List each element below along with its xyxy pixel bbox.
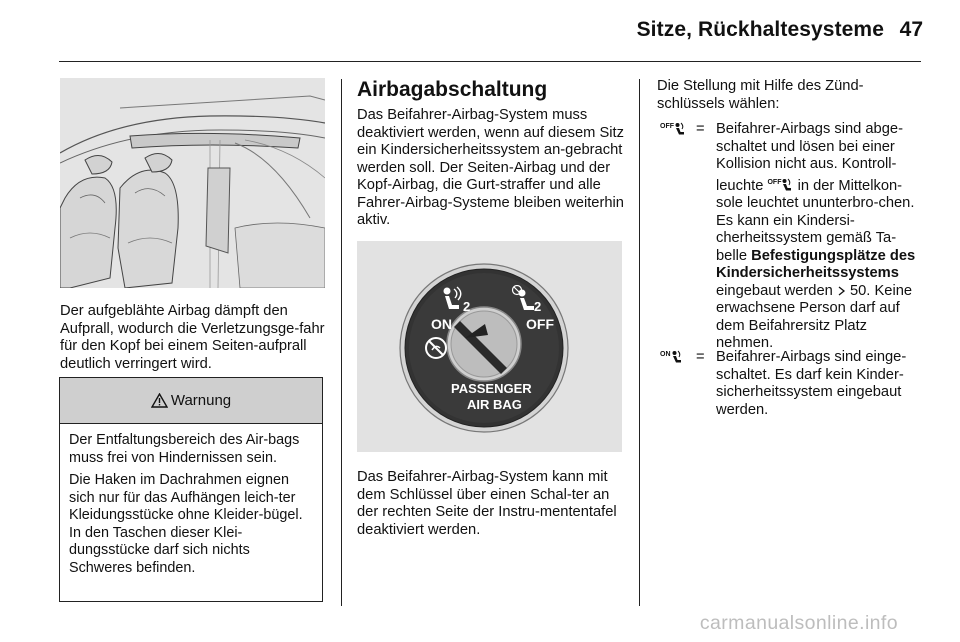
warning-title: Warnung bbox=[170, 392, 232, 409]
warning-header bbox=[60, 378, 322, 424]
warning-paragraph-2: Die Haken im Dachrahmen eignen sich nur für das Aufhängen leich-ter Kleidungsstücke ohne Kleider-bügel. In den Taschen dieser Klei-dungsstücke darf sich nichts Schweres befinden. bbox=[69, 472, 303, 576]
airbag-off-text-4: Keine erwachsene Person darf auf dem Beifahrersitz Platz nehmen. bbox=[716, 282, 913, 351]
inline-off-label: OFF bbox=[767, 178, 782, 186]
curtain-airbag-illustration bbox=[60, 78, 325, 288]
child-seat-table-reference[interactable]: Befestigungsplätze des Kindersicherheitssystems bbox=[716, 247, 916, 281]
watermark: carmanualsonline.info bbox=[699, 612, 898, 634]
warning-paragraph-1: Der Entfaltungsbereich des Air-bags muss frei von Hindernissen sein. bbox=[69, 432, 300, 466]
definition-airbag-on bbox=[657, 349, 927, 424]
page-header-title: Sitze, Rückhaltesysteme bbox=[636, 18, 884, 41]
caption-curtain-airbag: Der aufgeblähte Airbag dämpft den Aufprall, wodurch die Verletzungsge-fahr für den Kopf bei einem Seiten-aufprall deutlich verringert wird. bbox=[60, 303, 325, 372]
switch-label-on: ON bbox=[431, 316, 452, 332]
warning-triangle-icon bbox=[151, 393, 168, 408]
airbag-on-text: Beifahrer-Airbags sind einge-schaltet. Es darf kein Kinder-sicherheitssystem eingebaut werden. bbox=[716, 349, 907, 418]
page-reference-arrow-icon bbox=[837, 285, 846, 297]
passenger-airbag-icon bbox=[674, 122, 686, 136]
caption-airbag-switch: Das Beifahrer-Airbag-System kann mit dem Schlüssel über einen Schal-ter an der rechten Seite der Instru-mententafel deaktiviert werden. bbox=[357, 469, 617, 538]
warning-box bbox=[59, 377, 323, 602]
airbag-on-symbol-label: ON bbox=[660, 351, 671, 358]
airbag-on-description bbox=[716, 349, 924, 419]
page-reference-50[interactable]: 50. bbox=[849, 282, 871, 299]
airbag-off-symbol bbox=[660, 121, 688, 139]
right-column-intro: Die Stellung mit Hilfe des Zünd-schlüssels wählen: bbox=[657, 78, 864, 112]
switch-label-airbag: AIR BAG bbox=[467, 397, 522, 412]
warning-body bbox=[60, 424, 322, 577]
airbag-off-text-3: eingebaut werden bbox=[716, 282, 833, 299]
inline-passenger-airbag-icon bbox=[781, 178, 793, 192]
airbag-deactivation-intro: Das Beifahrer-Airbag-System muss deaktiviert werden, wenn auf diesem Sitz ein Kindersicherheitssystem an-gebracht werden soll. Der Seiten-Airbag und der Kopf-Airbag, die Gurt-straffer und alle Fahrer-Airbag-Systeme bleiben weiterhin aktiv. bbox=[357, 107, 624, 228]
airbag-switch-illustration bbox=[357, 241, 622, 452]
column-separator-right bbox=[639, 79, 640, 606]
equals-sign-on: = bbox=[696, 349, 705, 365]
equals-sign-off: = bbox=[696, 121, 705, 137]
switch-number-off: 2 bbox=[534, 299, 542, 314]
page-number: 47 bbox=[899, 18, 923, 41]
switch-label-off: OFF bbox=[526, 316, 554, 332]
airbag-off-text-2: in der Mittelkon-sole leuchtet ununterbro-chen. Es kann ein Kindersi-cherheitssystem gemäß Ta-belle bbox=[716, 177, 915, 264]
switch-label-passenger: PASSENGER bbox=[451, 381, 532, 396]
definition-airbag-off bbox=[657, 121, 927, 351]
column-separator-left bbox=[341, 79, 342, 606]
passenger-airbag-on-icon bbox=[671, 350, 683, 364]
airbag-off-symbol-label: OFF bbox=[660, 123, 674, 130]
airbag-off-description bbox=[716, 121, 924, 353]
header-rule bbox=[59, 61, 921, 62]
switch-number-on: 2 bbox=[463, 299, 471, 314]
airbag-off-text-1: Beifahrer-Airbags sind abge-schaltet und lösen bei einer Kollision nicht aus. Kontroll-leuchte bbox=[716, 121, 903, 194]
child-seat-prohibited-icon bbox=[424, 336, 448, 360]
airbag-on-symbol bbox=[660, 349, 688, 367]
section-heading: Airbagabschaltung bbox=[357, 78, 548, 101]
